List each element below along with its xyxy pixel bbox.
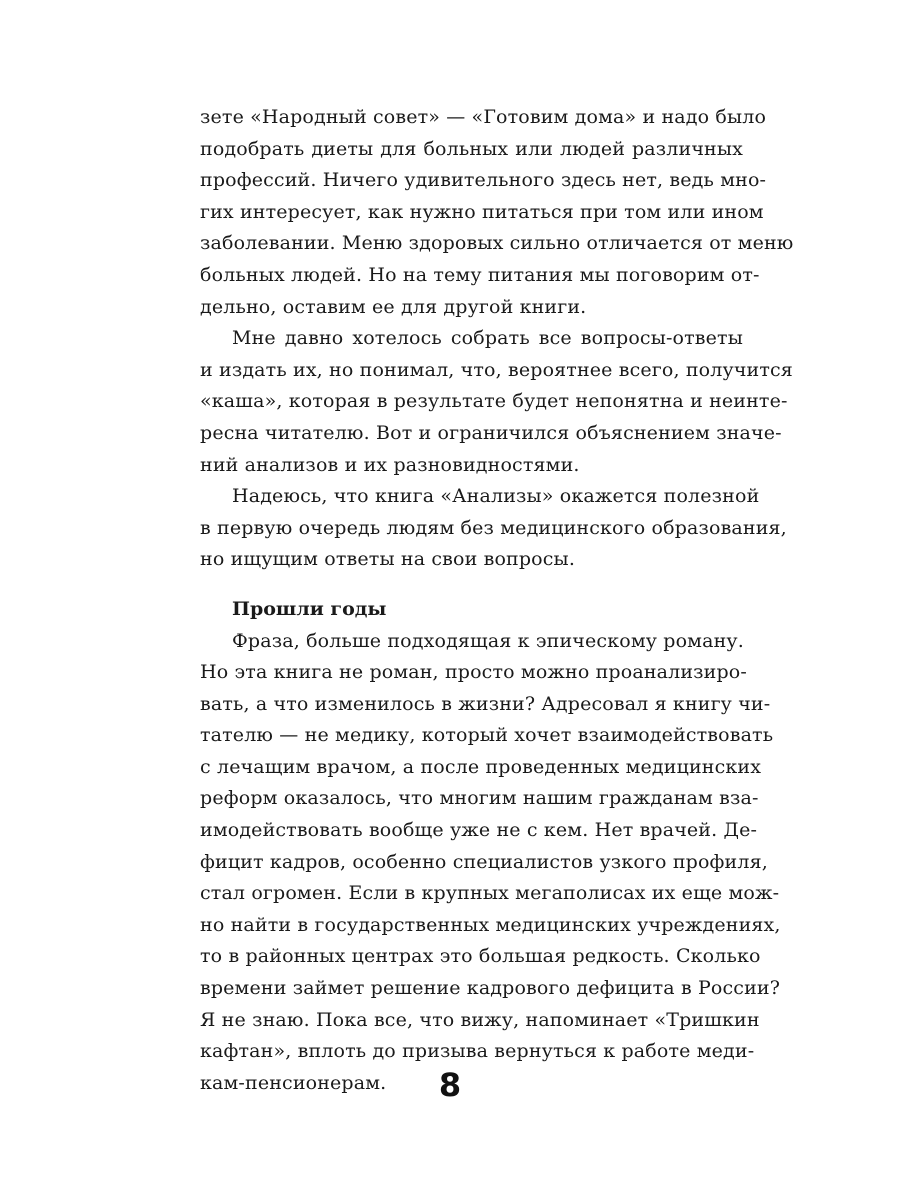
text-line: подобрать диеты для больных или людей различных bbox=[200, 137, 743, 160]
text-line: но найти в государственных медицинских учреждениях, bbox=[200, 913, 781, 936]
text-line: больных людей. Но на тему питания мы поговорим от- bbox=[200, 263, 760, 286]
text-line: профессий. Ничего удивительного здесь нет, ведь мно- bbox=[200, 169, 767, 192]
text-line: зете «Народный совет» — «Готовим дома» и надо было bbox=[200, 106, 767, 128]
text-line: кам-пенсионерам. bbox=[200, 1071, 387, 1094]
text-line: дельно, оставим ее для другой книги. bbox=[200, 295, 587, 318]
text-line: Мне давно хотелось собрать все вопросы-ответы bbox=[232, 327, 743, 350]
text-line: Но эта книга не роман, просто можно проанализиро- bbox=[200, 661, 747, 684]
text-line: заболевании. Меню здоровых сильно отличается от меню bbox=[200, 232, 794, 255]
text-line: Фраза, больше подходящая к эпическому роману. bbox=[232, 629, 744, 652]
text-line: вать, а что изменилось в жизни? Адресовал я книгу чи- bbox=[200, 692, 771, 715]
text-line: ресна читателю. Вот и ограничился объяснением значе- bbox=[200, 421, 782, 444]
text-line: времени займет решение кадрового дефицита в России? bbox=[200, 977, 781, 1000]
text-line: кафтан», вплоть до призыва вернуться к работе меди- bbox=[200, 1040, 755, 1063]
paragraph bbox=[200, 481, 787, 576]
text-line: в первую очередь людям без медицинского образования, bbox=[200, 516, 787, 539]
text-line: но ищущим ответы на свои вопросы. bbox=[200, 548, 576, 571]
text-line: и издать их, но понимал, что, вероятнее всего, получится bbox=[200, 358, 793, 381]
section-gap bbox=[200, 576, 743, 594]
text-line: реформ оказалось, что многим нашим гражданам вза- bbox=[200, 787, 759, 810]
text-line: Надеюсь, что книга «Анализы» окажется полезной bbox=[232, 485, 760, 508]
text-line: имодействовать вообще уже не с кем. Нет врачей. Де- bbox=[200, 819, 758, 842]
text-line: Я не знаю. Пока все, что вижу, напоминает «Тришкин bbox=[200, 1008, 760, 1031]
paragraph bbox=[200, 626, 781, 1100]
section-heading: Прошли годы bbox=[232, 597, 387, 620]
page-body bbox=[200, 102, 794, 1099]
paragraph bbox=[200, 102, 794, 323]
text-line: фицит кадров, особенно специалистов узкого профиля, bbox=[200, 850, 768, 873]
paragraph bbox=[200, 323, 793, 481]
text-line: с лечащим врачом, а после проведенных медицинских bbox=[200, 755, 762, 778]
text-line: ний анализов и их разновидностями. bbox=[200, 453, 580, 476]
text-line: «каша», которая в результате будет непонятна и неинте- bbox=[200, 390, 788, 413]
text-line: гих интересует, как нужно питаться при том или ином bbox=[200, 200, 764, 223]
page-number: 8 bbox=[438, 1066, 462, 1104]
text-line: стал огромен. Если в крупных мегаполисах их еще мож- bbox=[200, 882, 780, 905]
text-line: тателю — не медику, который хочет взаимодействовать bbox=[200, 724, 774, 747]
text-line: то в районных центрах это большая редкость. Сколько bbox=[200, 945, 761, 968]
